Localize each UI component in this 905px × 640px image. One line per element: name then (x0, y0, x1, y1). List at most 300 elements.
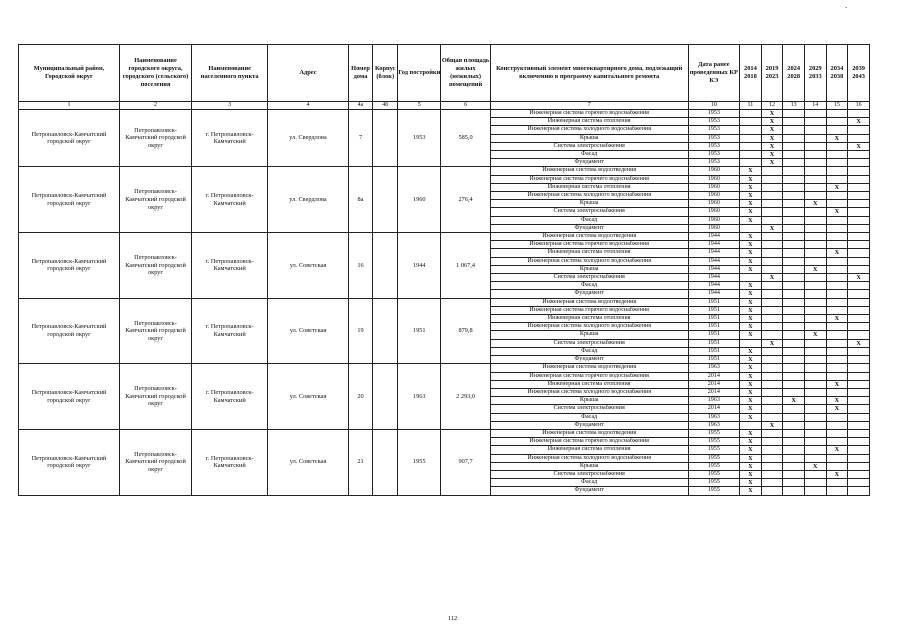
house-settlement-cell: Петропавловск-Камчатский городской округ (119, 364, 191, 430)
period-2019-mark (761, 216, 783, 224)
period-2014-mark (740, 159, 762, 167)
period-2034-mark (826, 487, 848, 495)
period-2039-mark (848, 282, 870, 290)
element-name-cell: Фундамент (490, 224, 688, 232)
element-name-cell: Фасад (490, 479, 688, 487)
period-2014-mark: X (740, 454, 762, 462)
period-2039-mark (848, 429, 870, 437)
previous-repair-date-cell: 1953 (688, 126, 740, 134)
period-2014-mark: X (740, 167, 762, 175)
previous-repair-date-cell: 2014 (688, 388, 740, 396)
column-number: 4а (348, 102, 373, 110)
period-2019-mark (761, 479, 783, 487)
period-2034-mark (826, 347, 848, 355)
previous-repair-date-cell: 1951 (688, 347, 740, 355)
period-2039-mark (848, 380, 870, 388)
period-2019-mark: X (761, 159, 783, 167)
period-2024-mark (783, 446, 805, 454)
period-2014-mark: X (740, 241, 762, 249)
period-2014-mark: X (740, 446, 762, 454)
house-block-cell (373, 364, 398, 430)
corner-mark: - (845, 3, 848, 11)
period-2019-mark (761, 200, 783, 208)
period-2029-mark: X (804, 331, 826, 339)
period-2024-mark (783, 183, 805, 191)
period-2014-mark: X (740, 290, 762, 298)
period-2029-mark (804, 356, 826, 364)
house-settlement-cell: Петропавловск-Камчатский городской округ (119, 233, 191, 299)
period-2029-mark (804, 183, 826, 191)
period-2039-mark (848, 241, 870, 249)
element-name-cell: Фасад (490, 282, 688, 290)
period-2034-mark (826, 159, 848, 167)
period-2039-mark (848, 388, 870, 396)
header-previous-repair-date: Дата ранее проведенных КР КЭ (688, 45, 740, 102)
period-2019-mark: X (761, 224, 783, 232)
period-2039-mark (848, 110, 870, 118)
period-2034-mark (826, 233, 848, 241)
period-2034-mark (826, 462, 848, 470)
table-row (19, 298, 870, 306)
previous-repair-date-cell: 1944 (688, 282, 740, 290)
period-2034-mark: X (826, 208, 848, 216)
period-2034-mark (826, 216, 848, 224)
element-name-cell: Инженерная система холодного водоснабжения (490, 323, 688, 331)
period-2019-mark: X (761, 421, 783, 429)
period-2039-mark (848, 175, 870, 183)
house-locality-cell: г. Петропавловск-Камчатский (192, 233, 268, 299)
period-2039-mark (848, 356, 870, 364)
previous-repair-date-cell: 1944 (688, 241, 740, 249)
period-2024-mark (783, 487, 805, 495)
previous-repair-date-cell: 1960 (688, 175, 740, 183)
period-2019-mark (761, 306, 783, 314)
element-name-cell: Инженерная система холодного водоснабжения (490, 257, 688, 265)
period-2024-mark (783, 159, 805, 167)
element-name-cell: Крыша (490, 397, 688, 405)
house-address-cell: ул. Советская (268, 364, 348, 430)
period-2039-mark (848, 405, 870, 413)
previous-repair-date-cell: 1960 (688, 216, 740, 224)
period-2024-mark (783, 142, 805, 150)
period-2039-mark (848, 372, 870, 380)
period-2014-mark: X (740, 397, 762, 405)
column-number: 15 (826, 102, 848, 110)
period-2019-mark (761, 462, 783, 470)
period-2034-mark (826, 265, 848, 273)
house-area-cell: 879,8 (441, 298, 490, 364)
previous-repair-date-cell: 1951 (688, 356, 740, 364)
period-2014-mark: X (740, 298, 762, 306)
period-2019-mark (761, 429, 783, 437)
period-2029-mark (804, 282, 826, 290)
period-2039-mark (848, 315, 870, 323)
period-2024-mark (783, 151, 805, 159)
element-name-cell: Система электроснабжения (490, 339, 688, 347)
period-2029-mark: X (804, 462, 826, 470)
period-2029-mark (804, 487, 826, 495)
element-name-cell: Фундамент (490, 290, 688, 298)
period-2019-mark: X (761, 151, 783, 159)
period-2034-mark (826, 126, 848, 134)
header-block: Корпус (блок) (373, 45, 398, 102)
period-2029-mark (804, 315, 826, 323)
period-2019-mark: X (761, 274, 783, 282)
element-name-cell: Инженерная система отопления (490, 446, 688, 454)
period-2039-mark (848, 249, 870, 257)
period-2024-mark (783, 372, 805, 380)
previous-repair-date-cell: 1955 (688, 446, 740, 454)
period-2039-mark (848, 192, 870, 200)
element-name-cell: Инженерная система горячего водоснабжения (490, 372, 688, 380)
header-element: Конструктивный элемент многоквартирного дома, подлежащий включению в программу капитального ремонта (490, 45, 688, 102)
element-name-cell: Крыша (490, 331, 688, 339)
period-2014-mark: X (740, 487, 762, 495)
period-2024-mark (783, 282, 805, 290)
period-2014-mark (740, 151, 762, 159)
element-name-cell: Инженерная система отопления (490, 118, 688, 126)
period-2029-mark (804, 241, 826, 249)
header-settlement: Наименование городского округа, городского (сельского) поселения (119, 45, 191, 102)
period-2029-mark (804, 142, 826, 150)
house-build-year-cell: 1944 (398, 233, 441, 299)
period-2024-mark (783, 323, 805, 331)
period-2034-mark (826, 364, 848, 372)
period-2034-mark: X (826, 380, 848, 388)
period-2034-mark (826, 282, 848, 290)
period-2019-mark: X (761, 118, 783, 126)
period-2034-mark (826, 438, 848, 446)
period-2014-mark: X (740, 200, 762, 208)
house-number-cell: 19 (348, 298, 373, 364)
period-2039-mark (848, 216, 870, 224)
period-2034-mark: X (826, 397, 848, 405)
period-2024-mark (783, 380, 805, 388)
period-2024-mark (783, 110, 805, 118)
house-number-cell: 20 (348, 364, 373, 430)
period-2034-mark (826, 241, 848, 249)
period-2019-mark (761, 183, 783, 191)
period-2024-mark (783, 339, 805, 347)
previous-repair-date-cell: 1960 (688, 200, 740, 208)
header-build-year: Год постройки (398, 45, 441, 102)
period-2024-mark (783, 438, 805, 446)
period-2039-mark (848, 298, 870, 306)
period-2039-mark (848, 151, 870, 159)
period-2029-mark (804, 224, 826, 232)
period-2034-mark (826, 323, 848, 331)
element-name-cell: Инженерная система холодного водоснабжения (490, 454, 688, 462)
period-2034-mark: X (826, 315, 848, 323)
period-2034-mark (826, 110, 848, 118)
previous-repair-date-cell: 1955 (688, 454, 740, 462)
house-address-cell: ул. Свердлова (268, 110, 348, 167)
period-2034-mark (826, 167, 848, 175)
period-2014-mark: X (740, 265, 762, 273)
column-number: 3 (192, 102, 268, 110)
house-district-cell: Петропавловск-Камчатский городской округ (19, 364, 120, 430)
period-2039-mark (848, 290, 870, 298)
period-2019-mark (761, 405, 783, 413)
previous-repair-date-cell: 2014 (688, 372, 740, 380)
period-2019-mark (761, 290, 783, 298)
header-house-number: Номер дома (348, 45, 373, 102)
period-2029-mark (804, 257, 826, 265)
column-number: 4 (268, 102, 348, 110)
period-2029-mark (804, 421, 826, 429)
period-2014-mark: X (740, 470, 762, 478)
period-2019-mark (761, 323, 783, 331)
column-number: 7 (490, 102, 688, 110)
house-district-cell: Петропавловск-Камчатский городской округ (19, 110, 120, 167)
period-2024-mark (783, 405, 805, 413)
period-2014-mark (740, 134, 762, 142)
house-number-cell: 7 (348, 110, 373, 167)
element-name-cell: Крыша (490, 265, 688, 273)
period-2034-mark (826, 356, 848, 364)
period-2034-mark: X (826, 446, 848, 454)
period-2039-mark (848, 470, 870, 478)
period-2014-mark: X (740, 208, 762, 216)
period-2029-mark (804, 347, 826, 355)
period-2019-mark: X (761, 142, 783, 150)
period-2024-mark (783, 306, 805, 314)
element-name-cell: Инженерная система холодного водоснабжения (490, 388, 688, 396)
previous-repair-date-cell: 1953 (688, 159, 740, 167)
previous-repair-date-cell: 1953 (688, 110, 740, 118)
period-2039-mark (848, 347, 870, 355)
period-2014-mark: X (740, 249, 762, 257)
header-period-2024: 2024 2028 (783, 45, 805, 102)
period-2029-mark (804, 364, 826, 372)
element-name-cell: Система электроснабжения (490, 142, 688, 150)
house-district-cell: Петропавловск-Камчатский городской округ (19, 429, 120, 495)
previous-repair-date-cell: 1944 (688, 265, 740, 273)
period-2019-mark (761, 413, 783, 421)
period-2014-mark: X (740, 306, 762, 314)
period-2039-mark (848, 265, 870, 273)
period-2014-mark: X (740, 479, 762, 487)
previous-repair-date-cell: 1963 (688, 413, 740, 421)
period-2024-mark (783, 479, 805, 487)
period-2014-mark (740, 118, 762, 126)
period-2034-mark (826, 339, 848, 347)
period-2039-mark (848, 331, 870, 339)
period-2014-mark: X (740, 413, 762, 421)
previous-repair-date-cell: 1951 (688, 331, 740, 339)
period-2024-mark (783, 241, 805, 249)
previous-repair-date-cell: 1953 (688, 118, 740, 126)
period-2039-mark (848, 233, 870, 241)
header-locality: Наименование населенного пункта (192, 45, 268, 102)
period-2019-mark (761, 282, 783, 290)
period-2039-mark (848, 454, 870, 462)
period-2034-mark (826, 479, 848, 487)
period-2034-mark (826, 429, 848, 437)
element-name-cell: Система электроснабжения (490, 470, 688, 478)
element-name-cell: Фасад (490, 216, 688, 224)
column-number: 2 (119, 102, 191, 110)
period-2024-mark (783, 315, 805, 323)
element-name-cell: Фасад (490, 151, 688, 159)
period-2039-mark: X (848, 274, 870, 282)
period-2019-mark (761, 388, 783, 396)
period-2034-mark: X (826, 405, 848, 413)
element-name-cell: Крыша (490, 462, 688, 470)
period-2039-mark (848, 159, 870, 167)
period-2024-mark (783, 421, 805, 429)
period-2019-mark (761, 454, 783, 462)
period-2039-mark (848, 167, 870, 175)
column-number: 10 (688, 102, 740, 110)
period-2014-mark: X (740, 364, 762, 372)
previous-repair-date-cell: 1944 (688, 249, 740, 257)
house-build-year-cell: 1960 (398, 167, 441, 233)
period-2039-mark (848, 462, 870, 470)
period-2034-mark (826, 257, 848, 265)
period-2034-mark (826, 454, 848, 462)
period-2019-mark (761, 487, 783, 495)
period-2039-mark (848, 257, 870, 265)
period-2039-mark: X (848, 118, 870, 126)
element-name-cell: Крыша (490, 200, 688, 208)
period-2014-mark (740, 274, 762, 282)
period-2024-mark (783, 364, 805, 372)
column-number: 13 (783, 102, 805, 110)
period-2029-mark (804, 192, 826, 200)
table-row (19, 364, 870, 372)
period-2019-mark (761, 208, 783, 216)
element-name-cell: Фундамент (490, 159, 688, 167)
period-2034-mark: X (826, 183, 848, 191)
period-2014-mark: X (740, 175, 762, 183)
period-2019-mark (761, 315, 783, 323)
period-2024-mark (783, 118, 805, 126)
house-address-cell: ул. Свердлова (268, 167, 348, 233)
period-2029-mark (804, 479, 826, 487)
house-block-cell (373, 110, 398, 167)
element-name-cell: Инженерная система горячего водоснабжения (490, 241, 688, 249)
repair-program-table (18, 44, 870, 496)
previous-repair-date-cell: 1953 (688, 142, 740, 150)
period-2034-mark (826, 331, 848, 339)
house-address-cell: ул. Советская (268, 298, 348, 364)
period-2024-mark (783, 257, 805, 265)
house-locality-cell: г. Петропавловск-Камчатский (192, 364, 268, 430)
page-number: 112 (447, 615, 458, 622)
element-name-cell: Инженерная система холодного водоснабжения (490, 126, 688, 134)
period-2029-mark (804, 429, 826, 437)
period-2014-mark: X (740, 380, 762, 388)
period-2034-mark (826, 413, 848, 421)
house-settlement-cell: Петропавловск-Камчатский городской округ (119, 167, 191, 233)
previous-repair-date-cell: 1951 (688, 298, 740, 306)
period-2029-mark (804, 306, 826, 314)
period-2034-mark (826, 224, 848, 232)
period-2019-mark (761, 356, 783, 364)
repair-program-sheet (18, 44, 870, 496)
previous-repair-date-cell: 1955 (688, 479, 740, 487)
table-header-row (19, 45, 870, 102)
element-name-cell: Инженерная система горячего водоснабжения (490, 110, 688, 118)
period-2029-mark (804, 397, 826, 405)
previous-repair-date-cell: 1960 (688, 167, 740, 175)
period-2034-mark (826, 290, 848, 298)
previous-repair-date-cell: 1944 (688, 233, 740, 241)
previous-repair-date-cell: 1951 (688, 315, 740, 323)
period-2034-mark (826, 298, 848, 306)
period-2014-mark: X (740, 356, 762, 364)
period-2019-mark (761, 364, 783, 372)
period-2039-mark (848, 421, 870, 429)
house-number-cell: 8а (348, 167, 373, 233)
period-2014-mark (740, 142, 762, 150)
period-2024-mark (783, 388, 805, 396)
period-2024-mark (783, 470, 805, 478)
period-2019-mark: X (761, 110, 783, 118)
previous-repair-date-cell: 1955 (688, 438, 740, 446)
element-name-cell: Инженерная система отопления (490, 183, 688, 191)
period-2039-mark (848, 183, 870, 191)
previous-repair-date-cell: 1960 (688, 192, 740, 200)
element-name-cell: Инженерная система отопления (490, 249, 688, 257)
period-2024-mark (783, 192, 805, 200)
previous-repair-date-cell: 1963 (688, 364, 740, 372)
element-name-cell: Система электроснабжения (490, 208, 688, 216)
element-name-cell: Инженерная система водоотведения (490, 364, 688, 372)
house-settlement-cell: Петропавловск-Камчатский городской округ (119, 298, 191, 364)
period-2034-mark (826, 151, 848, 159)
period-2024-mark (783, 298, 805, 306)
period-2029-mark (804, 118, 826, 126)
element-name-cell: Фундамент (490, 421, 688, 429)
header-period-2029: 2029 2033 (804, 45, 826, 102)
period-2039-mark (848, 364, 870, 372)
period-2024-mark (783, 454, 805, 462)
period-2034-mark (826, 175, 848, 183)
period-2024-mark (783, 347, 805, 355)
header-period-2019: 2019 2023 (761, 45, 783, 102)
element-name-cell: Инженерная система отопления (490, 380, 688, 388)
period-2029-mark (804, 413, 826, 421)
house-settlement-cell: Петропавловск-Камчатский городской округ (119, 110, 191, 167)
period-2014-mark: X (740, 405, 762, 413)
period-2029-mark (804, 454, 826, 462)
period-2019-mark (761, 241, 783, 249)
period-2034-mark: X (826, 249, 848, 257)
period-2014-mark: X (740, 323, 762, 331)
previous-repair-date-cell: 1955 (688, 429, 740, 437)
house-block-cell (373, 233, 398, 299)
element-name-cell: Инженерная система водоотведения (490, 233, 688, 241)
period-2039-mark: X (848, 142, 870, 150)
period-2014-mark: X (740, 388, 762, 396)
period-2024-mark (783, 249, 805, 257)
previous-repair-date-cell: 1955 (688, 462, 740, 470)
house-address-cell: ул. Советская (268, 429, 348, 495)
period-2029-mark (804, 249, 826, 257)
previous-repair-date-cell: 1955 (688, 487, 740, 495)
period-2014-mark (740, 126, 762, 134)
previous-repair-date-cell: 1944 (688, 290, 740, 298)
previous-repair-date-cell: 1944 (688, 257, 740, 265)
house-block-cell (373, 167, 398, 233)
house-number-cell: 21 (348, 429, 373, 495)
column-number: 14 (804, 102, 826, 110)
previous-repair-date-cell: 1960 (688, 224, 740, 232)
house-area-cell: 276,4 (441, 167, 490, 233)
column-number: 5 (398, 102, 441, 110)
